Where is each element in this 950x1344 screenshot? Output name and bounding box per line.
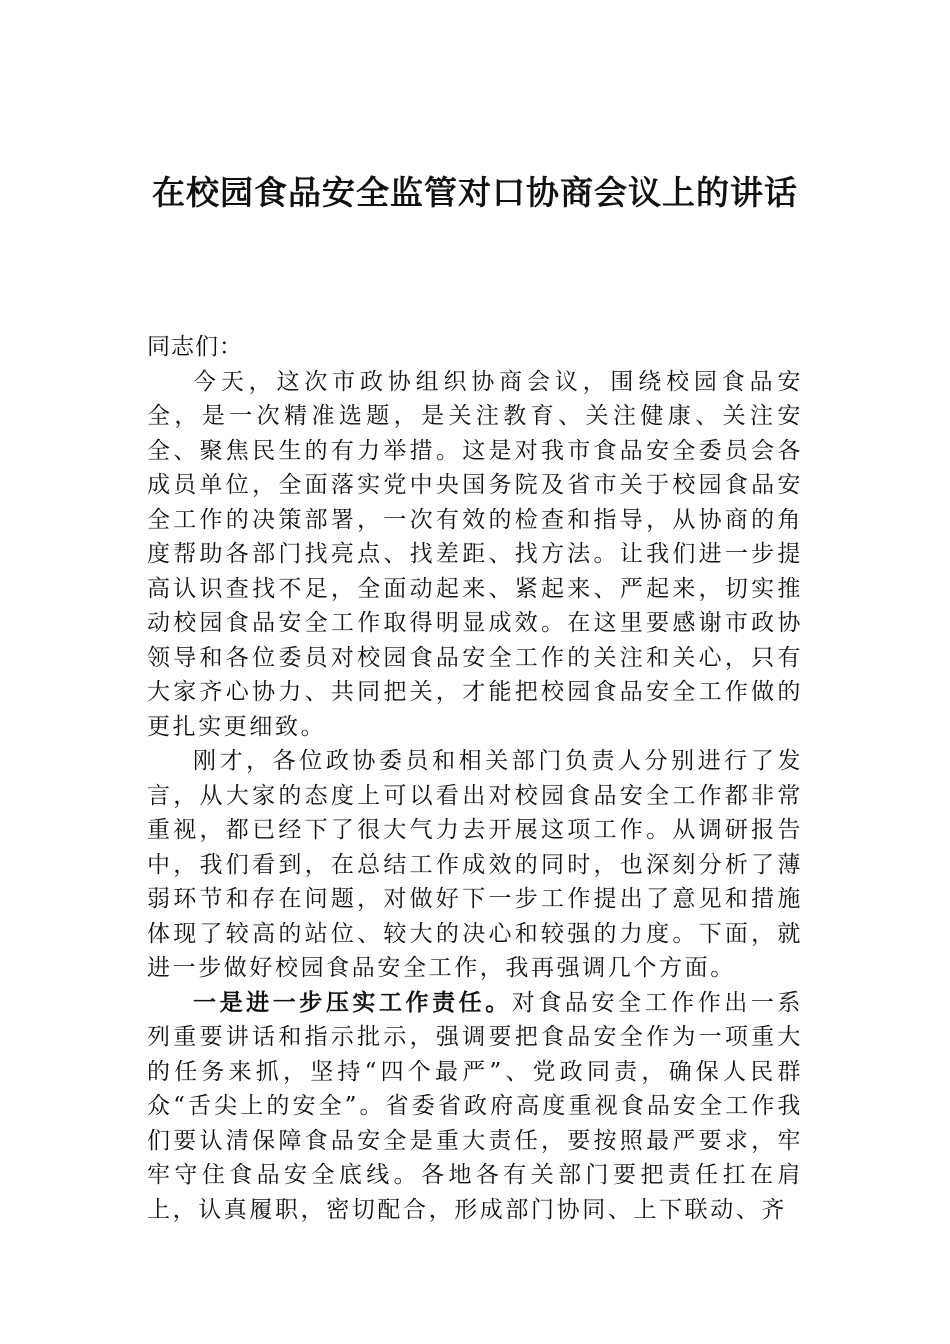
paragraph-text: 对食品安全工作作出一系列重要讲话和指示批示，强调要把食品安全作为一项重大的任务来抓，坚持“四个最严”、党政同责，确保人民群众“舌尖上的安全”。省委省政府高度重视食品安全工作我们要认清保障食品安全是重大责任，要按照最严要求，牢牢守住食品安全底线。各地各有关部门要把责任扛在肩上，认真履职，密切配合，形成部门协同、上下联动、齐 (147, 989, 803, 1223)
document-body (147, 330, 803, 1227)
paragraph-text: 今天，这次市政协组织协商会议，围绕校园食品安全，是一次精准选题，是关注教育、关注健康、关注安全、聚焦民生的有力举措。这是对我市食品安全委员会各成员单位，全面落实党中央国务院及省市关于校园食品安全工作的决策部署，一次有效的检查和指导，从协商的角度帮助各部门找亮点、找差距、找方法。让我们进一步提高认识查找不足，全面动起来、紧起来、严起来，切实推动校园食品安全工作取得明显成效。在这里要感谢市政协领导和各位委员对校园食品安全工作的关注和关心，只有大家齐心协力、共同把关，才能把校园食品安全工作做的更扎实更细致。 (147, 368, 803, 740)
paragraph-text: 刚才，各位政协委员和相关部门负责人分别进行了发言，从大家的态度上可以看出对校园食品安全工作都非常重视，都已经下了很大气力去开展这项工作。从调研报告中，我们看到，在总结工作成效的同时，也深刻分析了薄弱环节和存在问题，对做好下一步工作提出了意见和措施体现了较高的站位、较大的决心和较强的力度。下面，就进一步做好校园食品安全工作，我再强调几个方面。 (147, 748, 803, 981)
paragraph-3 (147, 986, 803, 1228)
paragraph-1 (147, 365, 803, 745)
document-title: 在校园食品安全监管对口协商会议上的讲话 (152, 173, 798, 212)
salutation: 同志们： (147, 334, 243, 360)
paragraph-2 (147, 744, 803, 986)
paragraph-lead: 一是进一步压实工作责任。 (193, 988, 512, 1016)
